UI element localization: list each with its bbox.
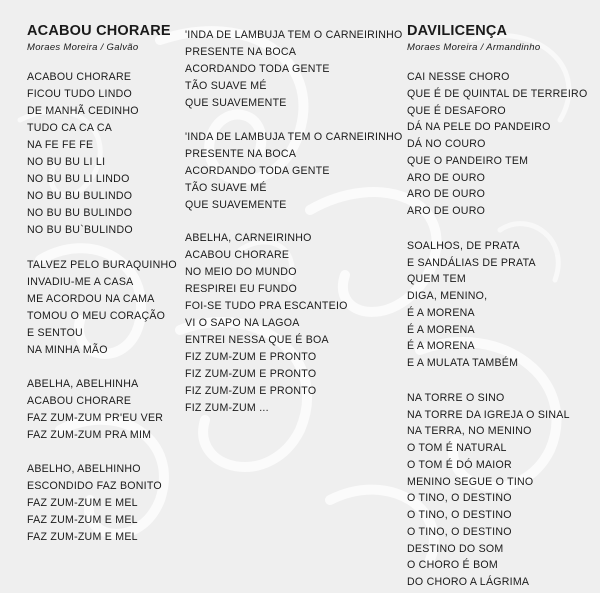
lyric-line: DIGA, MENINO,	[407, 290, 488, 302]
lyric-line: PRESENTE NA BOCA	[185, 148, 297, 160]
lyric-line: QUE SUAVEMENTE	[185, 199, 287, 211]
lyric-line: O TOM É NATURAL	[407, 442, 507, 454]
lyric-line: QUE É DESAFORO	[407, 105, 506, 117]
lyric-line: É A MORENA	[407, 307, 475, 319]
lyric-line: FICOU TUDO LINDO	[27, 88, 133, 100]
lyric-line: FAZ ZUM-ZUM PRA MIM	[27, 429, 152, 441]
lyric-line: RESPIREI EU FUNDO	[185, 283, 297, 295]
lyric-line: ACABOU CHORARE	[27, 71, 132, 83]
lyric-line: DÁ NA PELE DO PANDEIRO	[407, 121, 551, 133]
lyric-line: FAZ ZUM-ZUM PR'EU VER	[27, 412, 164, 424]
lyric-line: NO BU BU`BULINDO	[27, 224, 133, 236]
lyric-line: O TINO, O DESTINO	[407, 526, 512, 538]
lyric-line: FIZ ZUM-ZUM ...	[185, 402, 269, 414]
song-credit: Moraes Moreira / Armandinho	[407, 42, 541, 53]
lyric-line: E SANDÁLIAS DE PRATA	[407, 257, 536, 269]
lyric-line: NO BU BU BULINDO	[27, 207, 133, 219]
lyric-line: TALVEZ PELO BURAQUINHO	[27, 259, 177, 271]
lyric-line: TÃO SUAVE MÉ	[185, 80, 267, 92]
lyric-line: ESCONDIDO FAZ BONITO	[27, 480, 162, 492]
lyric-line: ACABOU CHORARE	[27, 395, 132, 407]
lyric-line: QUEM TEM	[407, 273, 466, 285]
lyric-line: ABELHA, CARNEIRINHO	[185, 232, 312, 244]
lyric-line: 'INDA DE LAMBUJA TEM O CARNEIRINHO	[185, 131, 403, 143]
lyric-line: NA TORRE DA IGREJA O SINAL	[407, 409, 570, 421]
lyric-line: ENTREI NESSA QUE É BOA	[185, 334, 329, 346]
lyric-line: ME ACORDOU NA CAMA	[27, 293, 155, 305]
lyric-line: ABELHA, ABELHINHA	[27, 378, 139, 390]
lyric-line: 'INDA DE LAMBUJA TEM O CARNEIRINHO	[185, 29, 403, 41]
lyric-line: O TINO, O DESTINO	[407, 492, 512, 504]
lyric-line: DÁ NO COURO	[407, 138, 486, 150]
lyric-line: QUE É DE QUINTAL DE TERREIRO	[407, 88, 588, 100]
lyric-line: FAZ ZUM-ZUM E MEL	[27, 514, 138, 526]
lyric-line: DO CHORO A LÁGRIMA	[407, 576, 530, 588]
lyric-line: NA FE FE FE	[27, 139, 94, 151]
lyric-line: VI O SAPO NA LAGOA	[185, 317, 300, 329]
lyric-line: NO BU BU LI LINDO	[27, 173, 130, 185]
song-title: DAVILICENÇA	[407, 23, 508, 39]
lyric-line: TOMOU O MEU CORAÇÃO	[27, 310, 166, 322]
lyric-line: O CHORO É BOM	[407, 559, 498, 571]
lyric-line: DESTINO DO SOM	[407, 543, 504, 555]
lyric-line: FIZ ZUM-ZUM E PRONTO	[185, 385, 317, 397]
lyric-line: ARO DE OURO	[407, 205, 486, 217]
lyric-line: ARO DE OURO	[407, 172, 486, 184]
lyric-line: FIZ ZUM-ZUM E PRONTO	[185, 368, 317, 380]
lyric-line: QUE SUAVEMENTE	[185, 97, 287, 109]
lyric-line: NO MEIO DO MUNDO	[185, 266, 297, 278]
lyric-line: MENINO SEGUE O TINO	[407, 476, 534, 488]
lyric-line: FAZ ZUM-ZUM E MEL	[27, 497, 138, 509]
lyric-line: FIZ ZUM-ZUM E PRONTO	[185, 351, 317, 363]
lyric-line: CAI NESSE CHORO	[407, 71, 510, 83]
lyric-line: ACORDANDO TODA GENTE	[185, 63, 330, 75]
song-title: ACABOU CHORARE	[27, 23, 171, 39]
lyric-line: FAZ ZUM-ZUM E MEL	[27, 531, 138, 543]
lyric-line: É A MORENA	[407, 324, 475, 336]
lyric-line: TUDO CA CA CA	[27, 122, 113, 134]
lyric-line: NO BU BU LI LI	[27, 156, 106, 168]
lyric-line: DE MANHÃ CEDINHO	[27, 105, 139, 117]
lyric-line: O TINO, O DESTINO	[407, 509, 512, 521]
lyric-line: E A MULATA TAMBÉM	[407, 357, 519, 369]
lyric-line: PRESENTE NA BOCA	[185, 46, 297, 58]
lyric-line: E SENTOU	[27, 327, 83, 339]
lyric-line: QUE O PANDEIRO TEM	[407, 155, 529, 167]
lyric-line: TÃO SUAVE MÉ	[185, 182, 267, 194]
lyric-line: ACORDANDO TODA GENTE	[185, 165, 330, 177]
lyric-line: NO BU BU BULINDO	[27, 190, 133, 202]
song-credit: Moraes Moreira / Galvão	[27, 42, 139, 53]
lyric-line: O TOM É DÓ MAIOR	[407, 459, 512, 471]
lyric-line: É A MORENA	[407, 340, 475, 352]
lyric-line: ABELHO, ABELHINHO	[27, 463, 141, 475]
lyric-line: NA TERRA, NO MENINO	[407, 425, 532, 437]
lyric-line: NA MINHA MÃO	[27, 344, 108, 356]
lyric-line: NA TORRE O SINO	[407, 392, 505, 404]
lyric-line: ACABOU CHORARE	[185, 249, 290, 261]
lyric-line: ARO DE OURO	[407, 188, 486, 200]
lyric-line: INVADIU-ME A CASA	[27, 276, 134, 288]
lyric-line: FOI-SE TUDO PRA ESCANTEIO	[185, 300, 348, 312]
lyric-line: SOALHOS, DE PRATA	[407, 240, 520, 252]
